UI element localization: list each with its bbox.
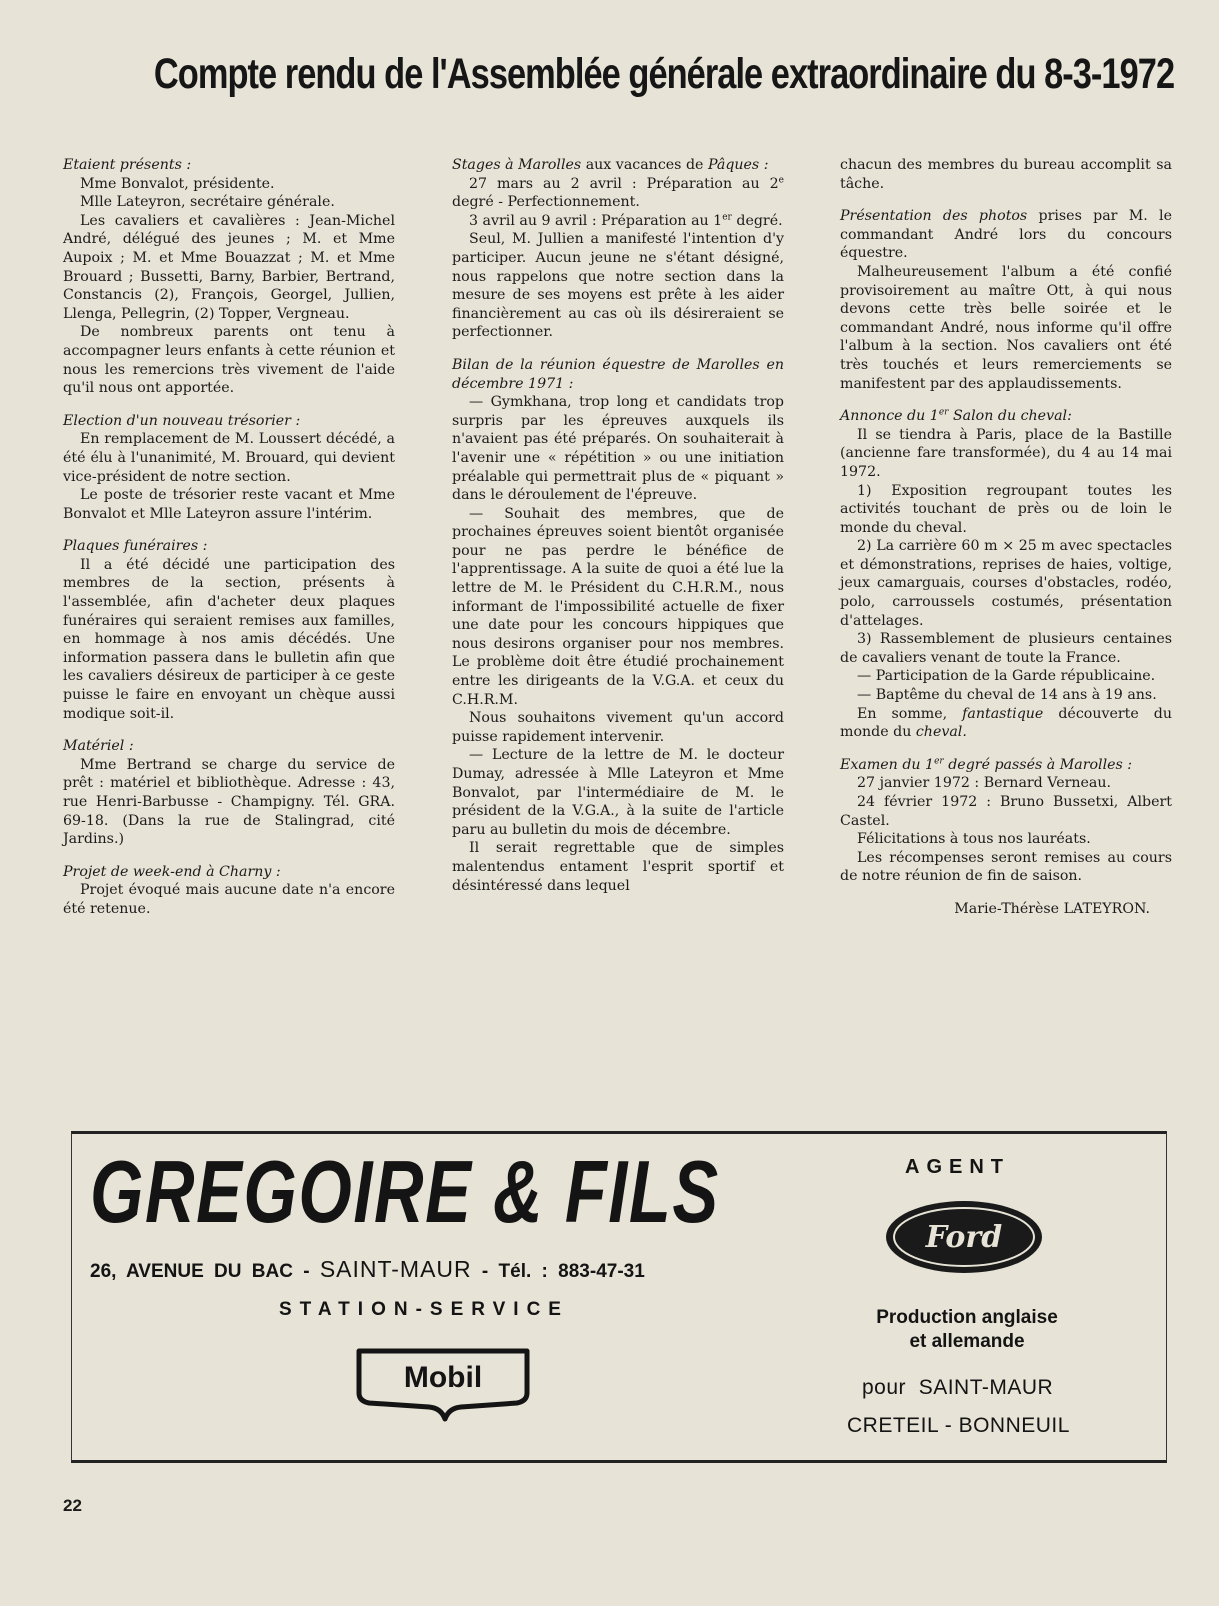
page-number: 22 <box>63 1496 82 1515</box>
ad-company-name: GREGOIRE & FILS <box>90 1142 720 1241</box>
heading-text: prises par M. le commandant André lors du concours équestre. <box>840 208 1172 262</box>
paragraph: Nous souhaitons vivement qu'un accord puisse rapidement intervenir. <box>452 710 784 745</box>
text-italic: fantastique <box>962 705 1044 722</box>
paragraph: Malheureusement l'album a été confié provisoirement au maître Ott, à qui nous devons cette très belle soirée et le commandant André, nous informe qu'il offre l'album à la section. Nos cavaliers ont été très touchés et leurs remerciements se manifestent par des applaudissements. <box>840 263 1172 392</box>
section-materiel <box>63 737 395 849</box>
section-photos <box>840 207 1172 393</box>
ad-production <box>842 1306 1092 1354</box>
page-title: Compte rendu de l'Assemblée générale extraordinaire du 8-3-1972 <box>153 50 1175 98</box>
section-heading <box>840 207 1172 263</box>
section-plaques <box>63 537 395 723</box>
section-salon <box>840 407 1172 742</box>
paragraph: — Lecture de la lettre de M. le docteur Dumay, adressée à Mlle Lateyron et Mme Bonvalot, par l'intermédiaire de M. le président de la V.G.A., à la suite de l'article paru au bulletin du mois de décembre. <box>452 747 784 838</box>
superscript: er <box>934 756 944 767</box>
column-3 <box>840 156 1172 933</box>
tel-number: 883-47-31 <box>558 1261 645 1282</box>
advertisement <box>71 1131 1167 1463</box>
paragraph: Le poste de trésorier reste vacant et Mme Bonvalot et Mlle Lateyron assure l'intérim. <box>63 487 395 522</box>
pour-label: pour <box>862 1376 907 1399</box>
heading-italic: Présentation des photos <box>840 208 1028 225</box>
paragraph: — Participation de la Garde républicaine. <box>857 668 1156 685</box>
section-heading: Etaient présents : <box>63 157 192 173</box>
ad-pour-city <box>862 1376 1053 1400</box>
section-heading: Election d'un nouveau trésorier : <box>63 412 301 429</box>
text: Examen du 1 <box>840 756 935 773</box>
text: En somme, <box>857 705 963 722</box>
paragraph: 3) Rassemblement de plusieurs centaines de cavaliers venant de toute la France. <box>840 631 1172 666</box>
paragraph: chacun des membres du bureau accomplit sa tâche. <box>840 157 1172 192</box>
heading-italic: Stages à Marolles <box>452 157 582 173</box>
section-continuation <box>840 156 1172 193</box>
mobil-logo-text: Mobil <box>403 1361 483 1394</box>
tel-label: Tél. : <box>498 1261 548 1282</box>
text: 3 avril au 9 avril : Préparation au 1 <box>469 212 723 229</box>
paragraph: De nombreux parents ont tenu à accompagner leurs enfants à cette réunion et nous les remercions très vivement de l'aide qu'il nous ont apportée. <box>63 324 395 397</box>
paragraph: Mme Bertrand se charge du service de prêt : matériel et bibliothèque. Adresse : 43, rue Henri-Barbusse - Champigny. Tél. GRA. 69-18. (Dans la rue de Stalingrad, cité Jardins.) <box>63 756 395 848</box>
superscript: er <box>938 407 949 418</box>
ford-logo-icon <box>883 1198 1045 1276</box>
paragraph: Il a été décidé une participation des membres de la section, présents à l'assemblée, afin d'acheter deux plaques funéraires qui seraient remises aux familles, en hommage à nos amis décédés. Une information passera dans le bulletin afin que les cavaliers désireux de participer à ce geste puisse le faire en envoyant un chèque aussi modique soit-il. <box>63 556 395 722</box>
heading-italic: Pâques : <box>707 157 769 173</box>
section-heading: Plaques funéraires : <box>63 538 208 555</box>
paragraph <box>840 705 1172 742</box>
text: 27 mars au 2 avril : Préparation au 2 <box>469 175 779 192</box>
text-italic: cheval. <box>915 724 967 741</box>
text: Salon du cheval: <box>948 408 1072 425</box>
paragraph: Mlle Lateyron, secrétaire générale. <box>80 194 335 211</box>
section-heading <box>840 407 1172 426</box>
paragraph: 1) Exposition regroupant toutes les activités touchant de près ou de loin le monde du cheval. <box>840 482 1172 536</box>
section-present <box>63 156 395 398</box>
section-heading: Bilan de la réunion équestre de Marolles en décembre 1971 : <box>452 356 784 392</box>
column-1 <box>63 156 395 933</box>
section-treasurer <box>63 412 395 524</box>
paragraph <box>452 175 784 212</box>
superscript: e <box>778 174 784 185</box>
superscript: er <box>722 212 732 223</box>
paragraph: — Baptême du cheval de 14 ans à 19 ans. <box>857 687 1157 704</box>
paragraph: Félicitations à tous nos lauréats. <box>857 831 1091 848</box>
address-street: 26, AVENUE DU BAC <box>90 1261 293 1282</box>
separator: - <box>471 1261 499 1282</box>
city-main: SAINT-MAUR <box>918 1376 1054 1399</box>
section-charny <box>63 863 395 919</box>
mobil-logo-icon <box>353 1345 533 1423</box>
paragraph: 2) La carrière 60 m × 25 m avec spectacles et démonstrations, reprises de haies, voltige, jeux camarguais, courses d'obstacles, rodéo, polo, carroussels costumés, présentation d'attelages. <box>840 538 1172 629</box>
text: degré - Perfectionnement. <box>452 194 640 211</box>
section-heading <box>452 156 784 175</box>
ad-cities: CRETEIL - BONNEUIL <box>847 1414 1070 1437</box>
text: Annonce du 1 <box>840 408 939 425</box>
text: découverte du monde du <box>840 705 1172 741</box>
paragraph: Les cavaliers et cavalières : Jean-Michel André, délégué des jeunes ; M. et Mme Aupoix ; M. et Mme Bouazzat ; M. et Mme Brouard ; Bussetti, Barny, Barbier, Bertrand, Constancis (2), François, Georgel, Jullien, Llenga, Pellegrin, (2) Topper, Vergneau. <box>63 212 395 322</box>
paragraph: 24 février 1972 : Bruno Bussetxi, Albert Castel. <box>840 794 1172 829</box>
ad-agent: AGENT <box>905 1156 1010 1178</box>
section-bilan <box>452 356 784 895</box>
paragraph: En remplacement de M. Loussert décédé, a été élu à l'unanimité, M. Brouard, qui devient vice-président de notre section. <box>63 431 395 485</box>
heading-text: aux vacances de <box>581 157 708 173</box>
paragraph: Il serait regrettable que de simples malentendus entament l'esprit sportif et désintéressé dans lequel <box>452 840 784 894</box>
paragraph: — Souhait des membres, que de prochaines épreuves soient bientôt organisée pour ne pas perdre le bénéfice de l'apprentissage. A la suite de quoi a été lue la lettre de M. le Président du C.H.R.M., nous informant de l'impossibilité actuelle de fixer une date pour les concours hippiques que nous desirons organiser pour nos membres. Le problème doit être étudié prochainement entre les dirigeants de la V.G.A. et ceux du C.H.R.M. <box>452 505 784 708</box>
ford-logo-text: Ford <box>925 1220 1003 1255</box>
paragraph: Projet évoqué mais aucune date n'a encore été retenue. <box>63 882 395 917</box>
paragraph: Mme Bonvalot, présidente. <box>80 175 275 192</box>
paragraph: Il se tiendra à Paris, place de la Bastille (ancienne fare transformée), du 4 au 14 mai 1972. <box>840 426 1172 480</box>
address-city: SAINT-MAUR <box>319 1256 472 1282</box>
ad-address <box>90 1256 645 1283</box>
signature: Marie-Thérèse LATEYRON. <box>954 900 1150 917</box>
section-examen <box>840 756 1172 919</box>
paragraph: — Gymkhana, trop long et candidats trop surpris par les épreuves auxquels ils n'avaient pas été préparés. On souhaiterait à l'avenir une « répétition » ou une initiation préalable qui permettrait plus de « piquant » dans le déroulement de l'épreuve. <box>452 394 784 504</box>
section-heading <box>840 756 1172 775</box>
paragraph: Les récompenses seront remises au cours de notre réunion de fin de saison. <box>840 849 1172 885</box>
text: degré. <box>731 212 783 229</box>
section-stages <box>452 156 784 342</box>
text: degré passés à Marolles : <box>943 756 1133 773</box>
paragraph <box>452 212 784 231</box>
production-line-1: Production anglaise <box>876 1307 1058 1328</box>
production-line-2: et allemande <box>909 1331 1025 1352</box>
ad-station-service: STATION-SERVICE <box>279 1299 569 1320</box>
paragraph: Seul, M. Jullien a manifesté l'intention d'y participer. Aucun jeune ne s'étant désigné, nous rappelons que notre section dans la mesure de ses moyens est prête à les aider financièrement au cas où ils désireraient se perfectionner. <box>452 231 784 341</box>
column-2 <box>452 156 784 909</box>
section-heading: Matériel : <box>63 738 134 755</box>
paragraph: 27 janvier 1972 : Bernard Verneau. <box>857 775 1112 792</box>
separator: - <box>292 1261 320 1282</box>
section-heading: Projet de week-end à Charny : <box>63 863 281 880</box>
